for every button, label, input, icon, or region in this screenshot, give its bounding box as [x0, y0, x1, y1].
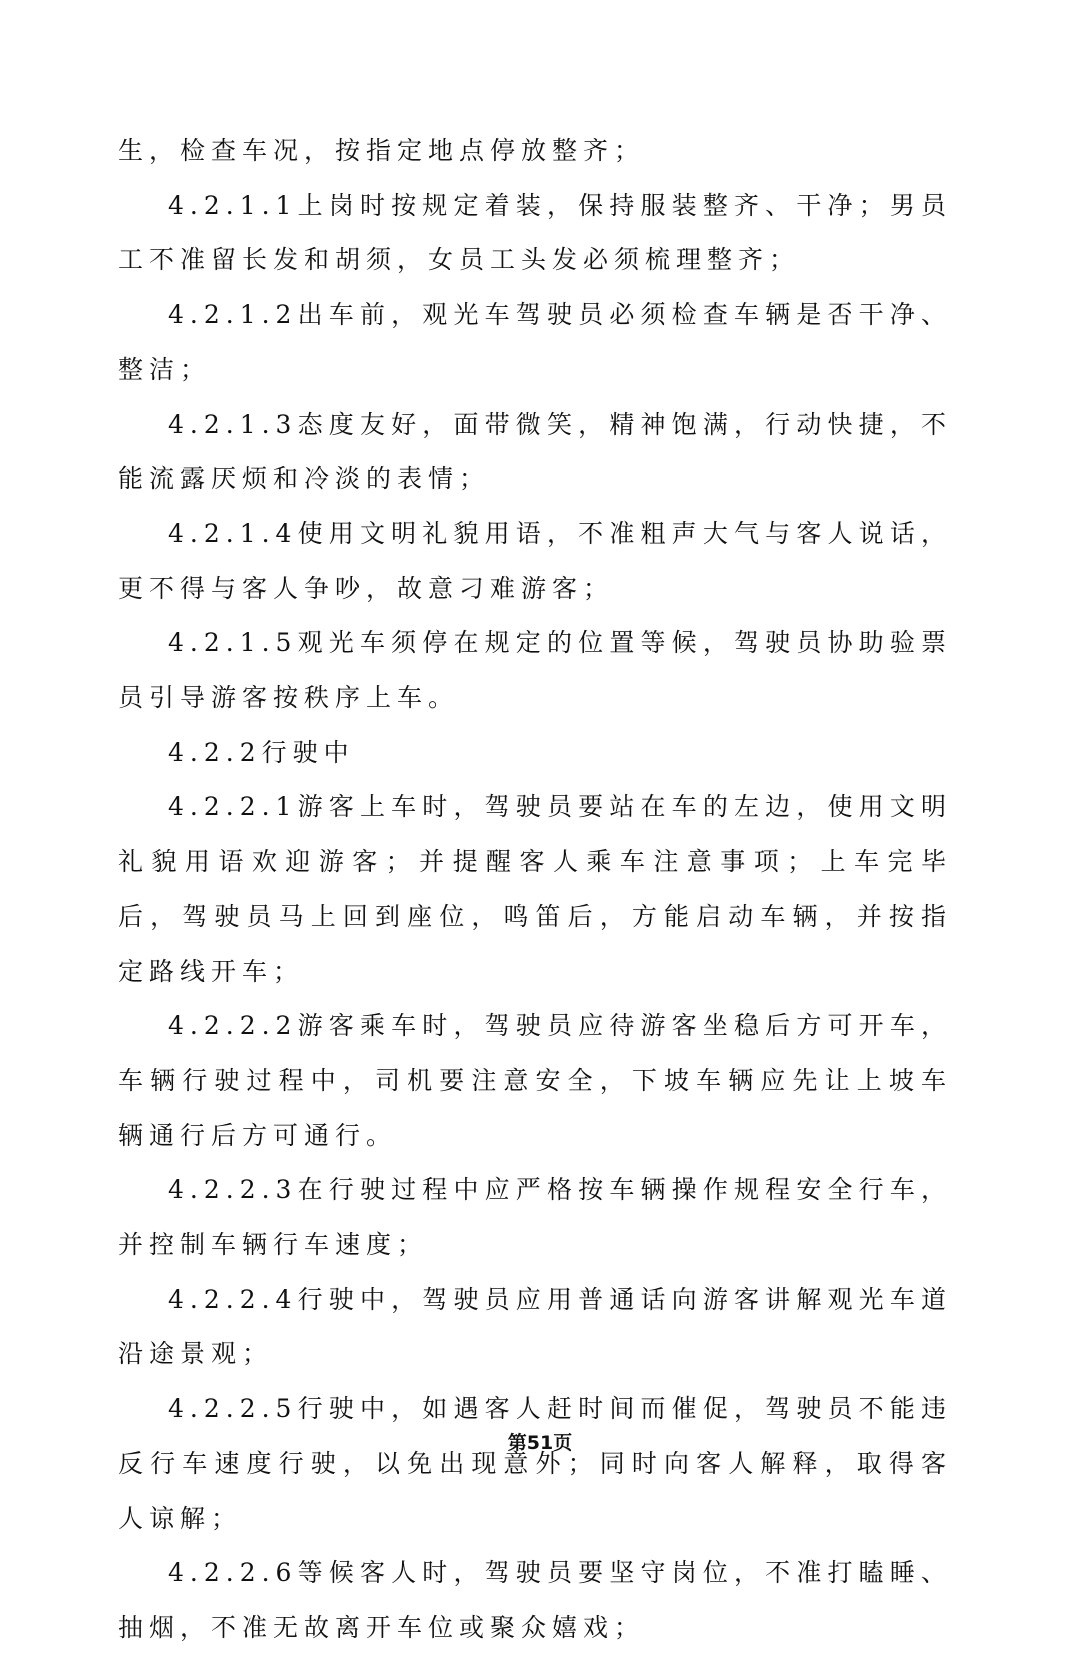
paragraph-4-2-2-1: 4.2.2.1游客上车时，驾驶员要站在车的左边，使用文明礼貌用语欢迎游客；并提醒客人乘车注意事项；上车完毕后，驾驶员马上回到座位，鸣笛后，方能启动车辆，并按指定路线开车；	[118, 792, 952, 986]
paragraph-continuation: 生，检查车况，按指定地点停放整齐；	[118, 136, 646, 165]
paragraph-4-2-2-3: 4.2.2.3在行驶过程中应严格按车辆操作规程安全行车，并控制车辆行车速度；	[118, 1175, 952, 1260]
section-heading-4-2-2: 4.2.2行驶中	[168, 737, 355, 767]
paragraph-4-2-1-5: 4.2.1.5观光车须停在规定的位置等候，驾驶员协助验票员引导游客按秩序上车。	[118, 628, 952, 713]
paragraph-4-2-2-6: 4.2.2.6等候客人时，驾驶员要坚守岗位，不准打瞌睡、抽烟，不准无故离开车位或聚众嬉戏；	[118, 1558, 952, 1642]
paragraph-4-2-1-3: 4.2.1.3态度友好，面带微笑，精神饱满，行动快捷，不能流露厌烦和冷淡的表情；	[118, 409, 952, 494]
paragraph-4-2-2-2: 4.2.2.2游客乘车时，驾驶员应待游客坐稳后方可开车，车辆行驶过程中，司机要注意安全，下坡车辆应先让上坡车辆通行后方可通行。	[118, 1011, 952, 1150]
paragraph-4-2-1-4: 4.2.1.4使用文明礼貌用语，不准粗声大气与客人说话，更不得与客人争吵，故意刁难游客；	[118, 518, 952, 603]
paragraph-4-2-1-1: 4.2.1.1上岗时按规定着装，保持服装整齐、干净；男员工不准留长发和胡须，女员工头发必须梳理整齐；	[118, 190, 952, 275]
paragraph-4-2-2-5: 4.2.2.5行驶中，如遇客人赶时间而催促，驾驶员不能违反行车速度行驶，以免出现意外；同时向客人解释，取得客人谅解；	[118, 1394, 952, 1533]
paragraph-4-2-1-2: 4.2.1.2出车前，观光车驾驶员必须检查车辆是否干净、整洁；	[118, 300, 952, 384]
page-number: 第51页	[507, 1432, 573, 1454]
document-body	[118, 124, 952, 1656]
paragraph-4-2-2-4: 4.2.2.4行驶中，驾驶员应用普通话向游客讲解观光车道沿途景观；	[118, 1284, 952, 1369]
